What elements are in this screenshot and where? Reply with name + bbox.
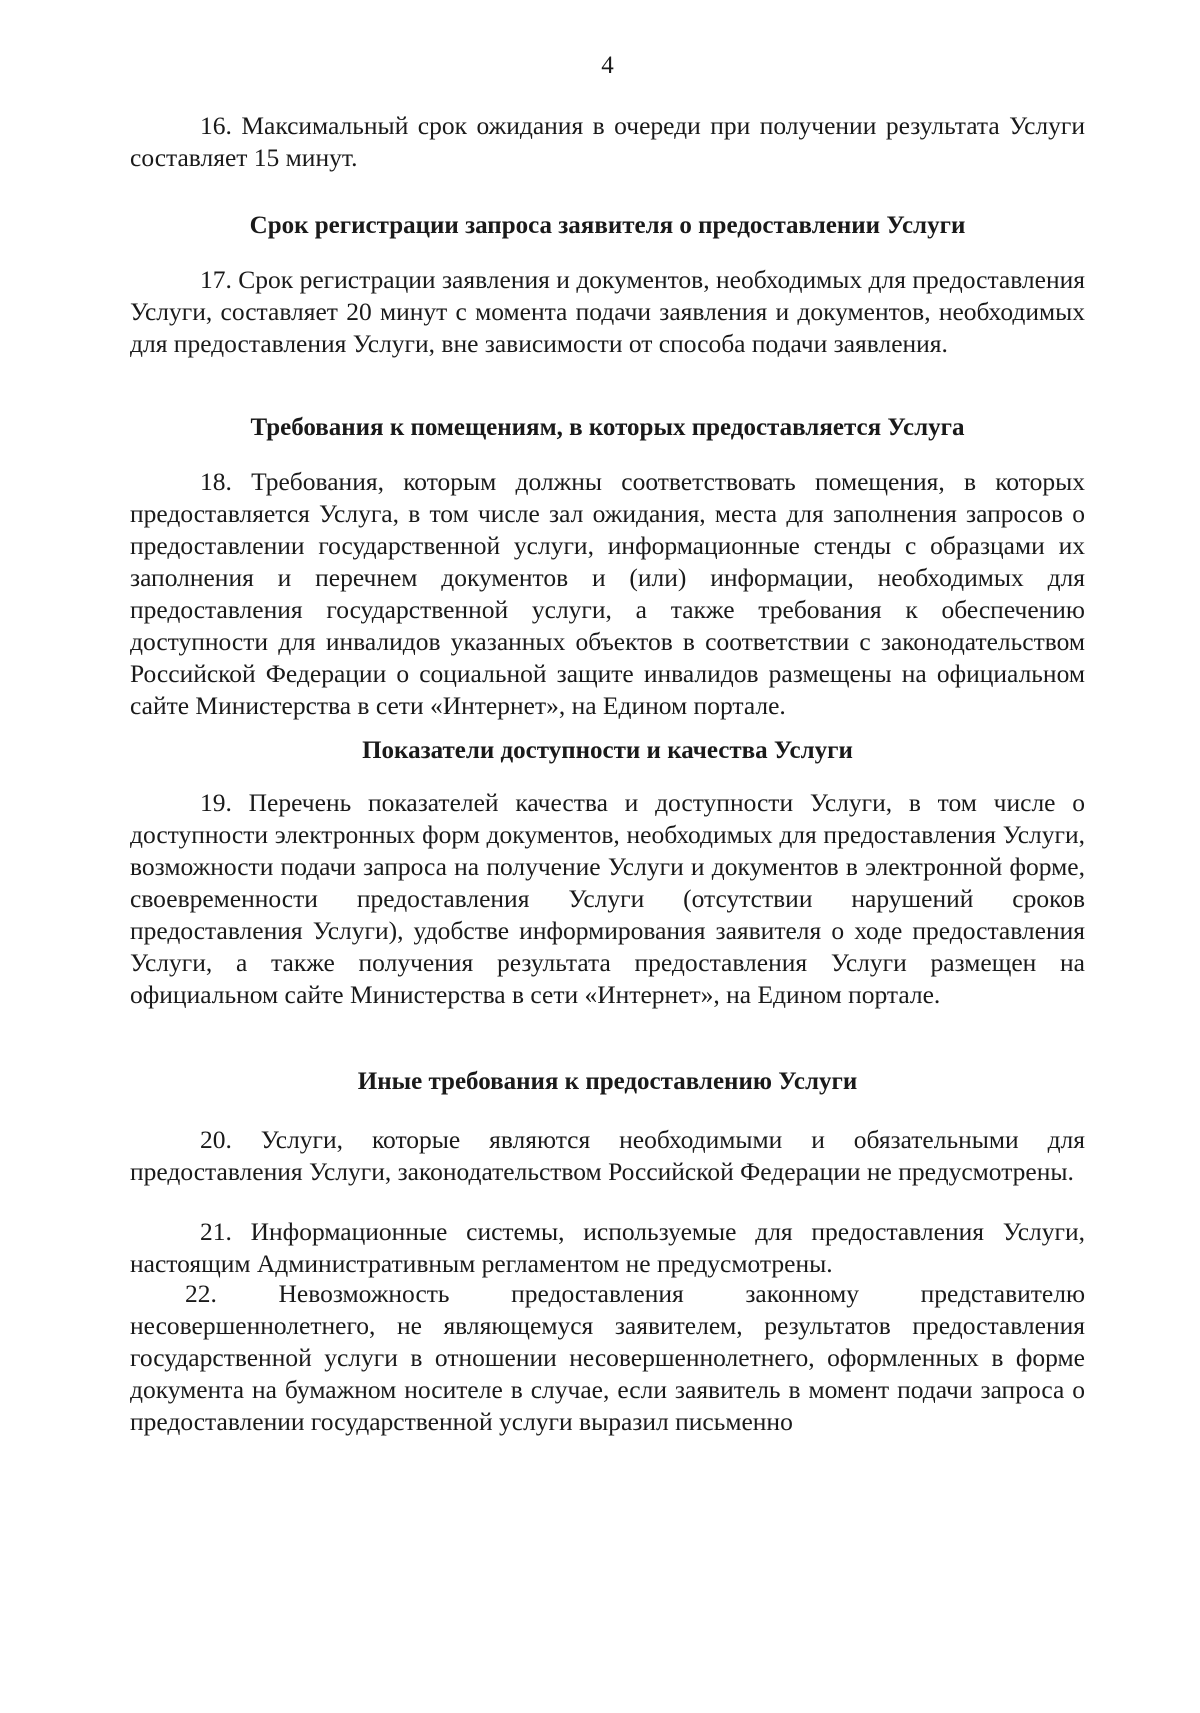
paragraph-22 — [130, 1278, 1085, 1438]
paragraph-19-text: 19. Перечень показателей качества и доступности Услуги, в том числе о доступности электронных форм документов, необходимых для предоставления Услуги, возможности подачи запроса на получение Услуги и документов в электронной форме, своевременности предоставления Услуги (отсутствии нарушений сроков предоставления Услуги), удобстве информирования заявителя о ходе предоставления Услуги, а также получения результата предоставления Услуги размещен на официальном сайте Министерства в сети «Интернет», на Едином портале. — [130, 788, 1085, 1009]
paragraph-17-text: 17. Срок регистрации заявления и документов, необходимых для предоставления Услуги, составляет 20 минут с момента подачи заявления и документов, необходимых для предоставления Услуги, вне зависимости от способа подачи заявления. — [130, 265, 1085, 358]
heading-registration-text: Срок регистрации запроса заявителя о предоставлении Услуги — [249, 212, 966, 239]
paragraph-17 — [130, 264, 1085, 360]
heading-premises-text: Требования к помещениям, в которых предоставляется Услуга — [250, 414, 965, 441]
paragraph-22-text: 22. Невозможность предоставления законному представителю несовершеннолетнего, не являющемуся заявителем, результатов предоставления государственной услуги в отношении несовершеннолетнего, оформленных в форме документа на бумажном носителе в случае, если заявитель в момент подачи запроса о предоставлении государственной услуги выразил письменно — [130, 1279, 1085, 1436]
paragraph-18-text: 18. Требования, которым должны соответствовать помещения, в которых предоставляется Услуга, в том числе зал ожидания, места для заполнения запросов о предоставлении государственной услуги, информационные стенды с образцами их заполнения и перечнем документов и (или) информации, необходимых для предоставления государственной услуги, а также требования к обеспечению доступности для инвалидов указанных объектов в соответствии с законодательством Российской Федерации о социальной защите инвалидов размещены на официальном сайте Министерства в сети «Интернет», на Едином портале. — [130, 467, 1085, 720]
paragraph-21-text: 21. Информационные системы, используемые для предоставления Услуги, настоящим Административным регламентом не предусмотрены. — [130, 1217, 1085, 1278]
heading-quality — [130, 735, 1085, 767]
page-number: 4 — [601, 52, 614, 79]
heading-registration — [130, 210, 1085, 242]
heading-other — [130, 1066, 1085, 1098]
paragraph-21 — [130, 1216, 1085, 1280]
paragraph-20 — [130, 1124, 1085, 1188]
paragraph-16-text: 16. Максимальный срок ожидания в очереди при получении результата Услуги составляет 15 минут. — [130, 111, 1085, 172]
heading-other-text: Иные требования к предоставлению Услуги — [357, 1068, 858, 1095]
document-page — [130, 0, 1085, 1713]
heading-premises — [130, 412, 1085, 444]
heading-quality-text: Показатели доступности и качества Услуги — [362, 737, 853, 764]
paragraph-19 — [130, 787, 1085, 1011]
paragraph-16 — [130, 110, 1085, 174]
paragraph-18 — [130, 466, 1085, 722]
paragraph-20-text: 20. Услуги, которые являются необходимыми и обязательными для предоставления Услуги, законодательством Российской Федерации не предусмотрены. — [130, 1125, 1085, 1186]
